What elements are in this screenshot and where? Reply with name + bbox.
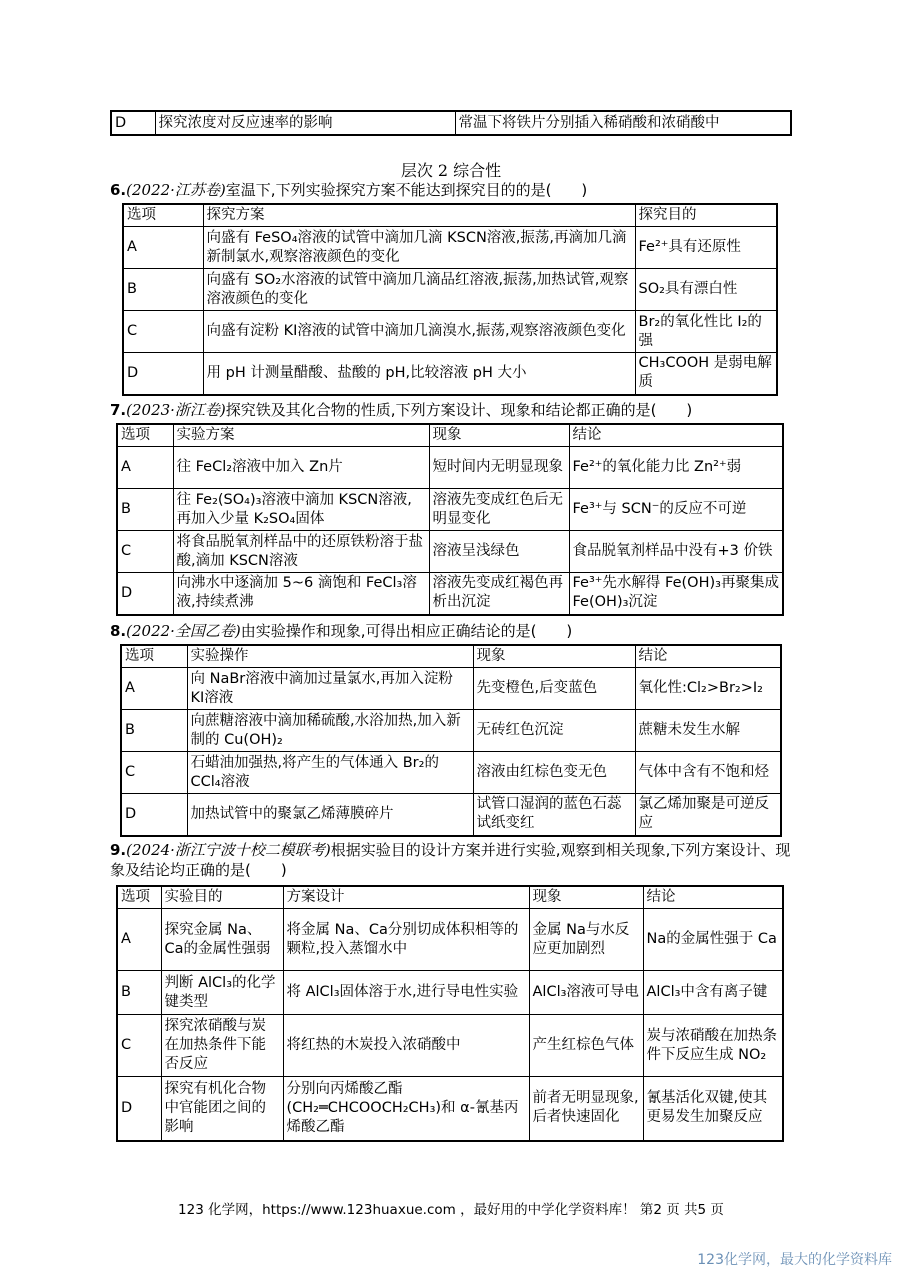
cell: 将金属 Na、Ca分别切成体积相等的颗粒,投入蒸馏水中 bbox=[283, 909, 529, 971]
question-source: (2022·江苏卷) bbox=[126, 181, 226, 199]
cell: 用 pH 计测量醋酸、盐酸的 pH,比较溶液 pH 大小 bbox=[203, 353, 635, 395]
question-text: 探究铁及其化合物的性质,下列方案设计、现象和结论都正确的是( ) bbox=[225, 401, 693, 419]
cell: 金属 Na与水反应更加剧烈 bbox=[529, 909, 643, 971]
cell: 探究浓硝酸与炭在加热条件下能否反应 bbox=[161, 1015, 283, 1077]
cell: 将 AlCl₃固体溶于水,进行导电性实验 bbox=[283, 971, 529, 1015]
cell: 往 Fe₂(SO₄)₃溶液中滴加 KSCN溶液,再加入少量 K₂SO₄固体 bbox=[173, 489, 429, 531]
cell: 往 FeCl₂溶液中加入 Zn片 bbox=[173, 447, 429, 489]
cell: Fe²⁺具有还原性 bbox=[635, 227, 777, 269]
cell: 分别向丙烯酸乙酯(CH₂═CHCOOCH₂CH₃)和 α-氰基丙烯酸乙酯 bbox=[283, 1077, 529, 1141]
header-cell: 选项 bbox=[121, 645, 187, 668]
cell: 炭与浓硝酸在加热条件下反应生成 NO₂ bbox=[643, 1015, 783, 1077]
cell: C bbox=[117, 531, 173, 573]
cell: 石蜡油加强热,将产生的气体通入 Br₂的 CCl₄溶液 bbox=[187, 752, 473, 794]
cell: B bbox=[117, 489, 173, 531]
cell: C bbox=[123, 311, 203, 353]
header-cell: 选项 bbox=[117, 886, 161, 909]
header-cell: 探究目的 bbox=[635, 204, 777, 227]
header-cell: 探究方案 bbox=[203, 204, 635, 227]
question-9 bbox=[110, 840, 800, 880]
header-cell: 现象 bbox=[529, 886, 643, 909]
cell: B bbox=[117, 971, 161, 1015]
cell: 先变橙色,后变蓝色 bbox=[473, 668, 635, 710]
cell: 向蔗糖溶液中滴加稀硫酸,水浴加热,加入新制的 Cu(OH)₂ bbox=[187, 710, 473, 752]
cell: AlCl₃中含有离子键 bbox=[643, 971, 783, 1015]
cell: 氯乙烯加聚是可逆反应 bbox=[635, 794, 781, 836]
cell: 探究金属 Na、Ca的金属性强弱 bbox=[161, 909, 283, 971]
header-cell: 结论 bbox=[569, 424, 783, 447]
cell: AlCl₃溶液可导电 bbox=[529, 971, 643, 1015]
cell: 探究浓度对反应速率的影响 bbox=[155, 111, 455, 135]
cell: 向盛有 SO₂水溶液的试管中滴加几滴品红溶液,振荡,加热试管,观察溶液颜色的变化 bbox=[203, 269, 635, 311]
cell: Fe²⁺的氧化能力比 Zn²⁺弱 bbox=[569, 447, 783, 489]
header-cell: 实验操作 bbox=[187, 645, 473, 668]
cell: B bbox=[121, 710, 187, 752]
cell: 产生红棕色气体 bbox=[529, 1015, 643, 1077]
cell: D bbox=[117, 1077, 161, 1141]
page-footer: 123 化学网，https://www.123huaxue.com ，最好用的中学化学资料库！ 第2 页 共5 页 bbox=[178, 1202, 724, 1218]
header-cell: 现象 bbox=[429, 424, 569, 447]
cell: 蔗糖未发生水解 bbox=[635, 710, 781, 752]
cell: Fe³⁺先水解得 Fe(OH)₃再聚集成 Fe(OH)₃沉淀 bbox=[569, 573, 783, 615]
cell: A bbox=[121, 668, 187, 710]
cell: 溶液由红棕色变无色 bbox=[473, 752, 635, 794]
cell: A bbox=[117, 447, 173, 489]
question-8 bbox=[110, 621, 800, 641]
header-cell: 选项 bbox=[117, 424, 173, 447]
cell: D bbox=[111, 111, 155, 135]
cell: 判断 AlCl₃的化学键类型 bbox=[161, 971, 283, 1015]
cell: D bbox=[121, 794, 187, 836]
question-6 bbox=[110, 180, 800, 200]
header-cell: 实验目的 bbox=[161, 886, 283, 909]
cell: C bbox=[117, 1015, 161, 1077]
question-text: 由实验操作和现象,可得出相应正确结论的是( ) bbox=[240, 622, 573, 640]
cell: 氧化性:Cl₂>Br₂>I₂ bbox=[635, 668, 781, 710]
cell: 无砖红色沉淀 bbox=[473, 710, 635, 752]
cell: 向盛有淀粉 KI溶液的试管中滴加几滴溴水,振荡,观察溶液颜色变化 bbox=[203, 311, 635, 353]
cell: D bbox=[123, 353, 203, 395]
cell: 试管口湿润的蓝色石蕊试纸变红 bbox=[473, 794, 635, 836]
q7-table bbox=[116, 423, 784, 616]
q6-table bbox=[122, 203, 778, 396]
question-number: 8. bbox=[110, 622, 127, 640]
cell: 氰基活化双键,使其更易发生加聚反应 bbox=[643, 1077, 783, 1141]
header-cell: 选项 bbox=[123, 204, 203, 227]
cell: D bbox=[117, 573, 173, 615]
cell: 将红热的木炭投入浓硝酸中 bbox=[283, 1015, 529, 1077]
cell: 加热试管中的聚氯乙烯薄膜碎片 bbox=[187, 794, 473, 836]
cell: 气体中含有不饱和烃 bbox=[635, 752, 781, 794]
cell: B bbox=[123, 269, 203, 311]
header-cell: 结论 bbox=[643, 886, 783, 909]
cell: 向沸水中逐滴加 5~6 滴饱和 FeCl₃溶液,持续煮沸 bbox=[173, 573, 429, 615]
cell: 将食品脱氧剂样品中的还原铁粉溶于盐酸,滴加 KSCN溶液 bbox=[173, 531, 429, 573]
question-source: (2022·全国乙卷) bbox=[126, 622, 241, 640]
top-row-table bbox=[110, 110, 792, 136]
question-number: 9. bbox=[110, 841, 127, 859]
q9-table bbox=[116, 885, 784, 1142]
header-cell: 结论 bbox=[635, 645, 781, 668]
watermark: 123化学网，最大的化学资料库 bbox=[697, 1252, 892, 1268]
cell: CH₃COOH 是弱电解质 bbox=[635, 353, 777, 395]
cell: 向盛有 FeSO₄溶液的试管中滴加几滴 KSCN溶液,振荡,再滴加几滴新制氯水,观察溶液颜色的变化 bbox=[203, 227, 635, 269]
cell: A bbox=[123, 227, 203, 269]
header-cell: 现象 bbox=[473, 645, 635, 668]
section-title: 层次 2 综合性 bbox=[400, 161, 502, 180]
cell: C bbox=[121, 752, 187, 794]
cell: 探究有机化合物中官能团之间的影响 bbox=[161, 1077, 283, 1141]
cell: Na的金属性强于 Ca bbox=[643, 909, 783, 971]
cell: 前者无明显现象,后者快速固化 bbox=[529, 1077, 643, 1141]
header-cell: 方案设计 bbox=[283, 886, 529, 909]
cell: A bbox=[117, 909, 161, 971]
question-source: (2024·浙江宁波十校二模联考) bbox=[126, 841, 331, 859]
question-7 bbox=[110, 400, 800, 420]
cell: SO₂具有漂白性 bbox=[635, 269, 777, 311]
header-cell: 实验方案 bbox=[173, 424, 429, 447]
cell: Fe³⁺与 SCN⁻的反应不可逆 bbox=[569, 489, 783, 531]
cell: 向 NaBr溶液中滴加过量氯水,再加入淀粉 KI溶液 bbox=[187, 668, 473, 710]
cell: 食品脱氧剂样品中没有+3 价铁 bbox=[569, 531, 783, 573]
cell: 常温下将铁片分别插入稀硝酸和浓硝酸中 bbox=[455, 111, 791, 135]
question-text: 根据实验目的设计方案并进行实验,观察到相关现象,下列方案设计、现象及结论均正确的是( ) bbox=[110, 841, 791, 879]
question-number: 7. bbox=[110, 401, 127, 419]
q8-table bbox=[120, 644, 782, 837]
cell: Br₂的氧化性比 I₂的强 bbox=[635, 311, 777, 353]
question-number: 6. bbox=[110, 181, 127, 199]
question-source: (2023·浙江卷) bbox=[126, 401, 226, 419]
cell: 溶液先变成红褐色再析出沉淀 bbox=[429, 573, 569, 615]
cell: 溶液先变成红色后无明显变化 bbox=[429, 489, 569, 531]
cell: 溶液呈浅绿色 bbox=[429, 531, 569, 573]
cell: 短时间内无明显现象 bbox=[429, 447, 569, 489]
question-text: 室温下,下列实验探究方案不能达到探究目的的是( ) bbox=[225, 181, 588, 199]
